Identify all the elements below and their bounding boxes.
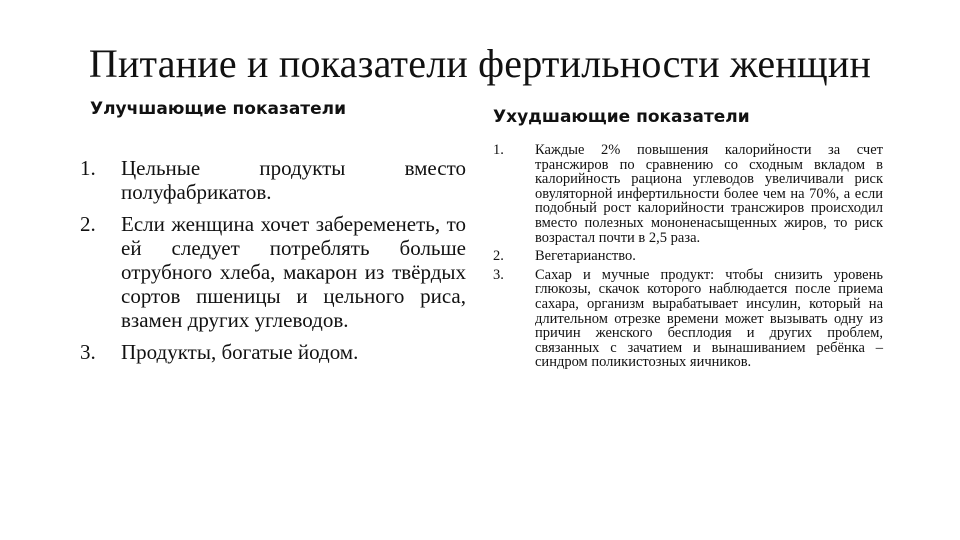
list-item bbox=[80, 156, 466, 204]
item-number: 1. bbox=[493, 142, 504, 158]
list-item bbox=[493, 249, 883, 264]
improving-list bbox=[80, 156, 466, 372]
list-item bbox=[80, 212, 466, 332]
item-text: Цельные продукты вместо полуфабрикатов. bbox=[121, 156, 466, 204]
worsening-list bbox=[493, 143, 883, 374]
item-number: 2. bbox=[493, 248, 504, 265]
item-number: 1. bbox=[80, 156, 96, 180]
worsening-heading: Ухудшающие показатели bbox=[493, 107, 750, 127]
item-text: Сахар и мучные продукт: чтобы снизить уровень глюкозы, скачок которого наблюдается после приема сахара, организм вырабатывает инсулин, который на длительном отрезке времени может вызывать одну из причин женского бесплодия и других проблем, связанных с зачатием и вынашиванием ребёнка – синдром поликистозных яичников. bbox=[535, 266, 883, 371]
item-text: Каждые 2% повышения калорийности за счет трансжиров по сравнению со сходным вкладом в калорийность рациона углеводов увеличивали риск овуляторной инфертильности более чем на 70%, а если подобный рост калорийности трансжиров происходил вместо полезных мононенасыщенных жиров, то риск возрастал почти в 2,5 раза. bbox=[535, 142, 883, 246]
list-item bbox=[493, 143, 883, 245]
list-item bbox=[80, 340, 466, 364]
improving-heading: Улучшающие показатели bbox=[90, 99, 347, 119]
item-text: Продукты, богатые йодом. bbox=[121, 340, 359, 364]
item-text: Если женщина хочет забеременеть, то ей следует потреблять больше отрубного хлеба, макарон из твёрдых сортов пшеницы и цельного риса, взамен других углеводов. bbox=[121, 212, 466, 332]
item-number: 3. bbox=[493, 266, 504, 283]
item-number: 2. bbox=[80, 212, 96, 236]
list-item bbox=[493, 268, 883, 370]
item-text: Вегетарианство. bbox=[535, 248, 636, 265]
item-number: 3. bbox=[80, 340, 96, 364]
slide-title: Питание и показатели фертильности женщин bbox=[88, 41, 872, 86]
